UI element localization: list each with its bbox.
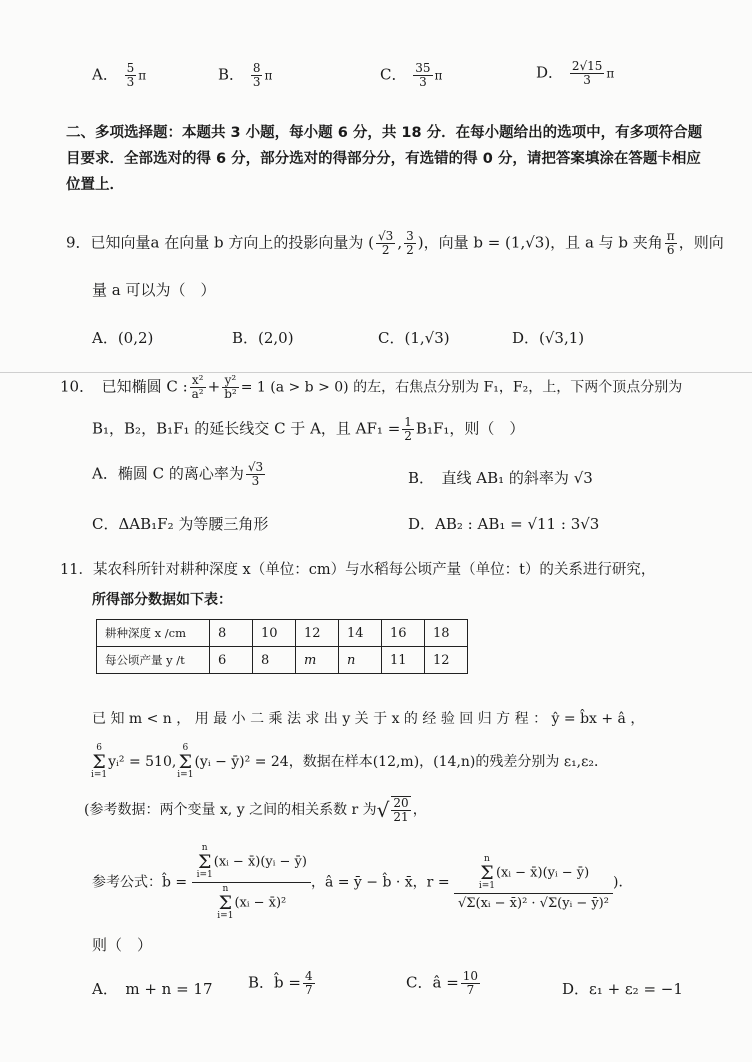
q8-b-den: 3 xyxy=(252,75,261,89)
sum-1-top: 6 xyxy=(96,743,102,753)
q10-option-a-text: A．椭圆 C 的离心率为 xyxy=(92,464,244,483)
q10-frac-half xyxy=(402,416,414,443)
q10-option-b: B． 直线 AB₁ 的斜率为 √3 xyxy=(408,469,593,487)
q8-c-pi: π xyxy=(434,68,443,83)
q11-r-num-text: (xᵢ − x̄)(yᵢ − ȳ) xyxy=(495,865,590,880)
table-cell: 16 xyxy=(382,620,425,647)
q8-c-den: 3 xyxy=(419,75,427,89)
q9-f3-den: 6 xyxy=(666,243,675,257)
q11-option-b-text: B．b̂ = xyxy=(248,973,301,992)
q11-then: 则（ ） xyxy=(92,936,153,954)
table-cell: 12 xyxy=(425,647,468,674)
q11-option-b-fraction xyxy=(303,970,315,997)
sum-symbol-1: 6 Σ i=1 xyxy=(91,743,108,780)
q8-option-a xyxy=(92,62,146,89)
q11-stem: 11．某农科所针对耕种深度 x（单位：cm）与水稻每公顷产量（单位：t）的关系进行研究， xyxy=(60,562,656,578)
table-cell: m xyxy=(296,647,339,674)
q10-stem-b: = 1 (a > b > 0) 的左，右焦点分别为 F₁，F₂，上，下两个顶点分别为 xyxy=(240,379,683,396)
q11-option-d: D．ε₁ + ε₂ = −1 xyxy=(562,980,683,998)
q11-b-denominator xyxy=(192,883,311,923)
q10-fy-den: b² xyxy=(224,387,237,401)
q11-line-4b: (yᵢ − ȳ)² = 24，数据在样本(12,m)，(14,n)的残差分别为 ε₁,ε₂． xyxy=(194,754,608,770)
q10-option-d: D．AB₂ : AB₁ = √11 : 3√3 xyxy=(408,515,600,533)
table-cell: n xyxy=(339,647,382,674)
q9-stem xyxy=(66,230,724,257)
q11-b-opt-num: 4 xyxy=(304,969,313,983)
sum-3-top: n xyxy=(201,843,208,853)
q11-line-3: 已 知 m < n ， 用 最 小 二 乘 法 求 出 y 关 于 x 的 经 验 回 归 方 程 ： ŷ = b̂x + â ， xyxy=(92,711,645,727)
q10-stem xyxy=(60,374,682,401)
q8-option-a-label: A． xyxy=(92,65,118,84)
sum-2-top: 6 xyxy=(182,743,189,753)
table-row-header-yield: 每公顷产量 y /t xyxy=(97,647,210,674)
q9-f1-num: √3 xyxy=(378,229,394,243)
q8-option-d-label: D． xyxy=(536,63,564,82)
q10-option-a-fraction xyxy=(246,461,265,488)
q10-plus: + xyxy=(207,377,221,396)
q9-option-b: B．(2,0) xyxy=(232,329,294,347)
q10-fh-num: 1 xyxy=(404,415,412,429)
q11-option-c-text: C．â = xyxy=(406,973,459,992)
q11-b-numerator xyxy=(192,842,311,883)
q9-stem-b: a 在向量 b 方向上的投影向量为 ( xyxy=(150,233,375,252)
q11-r-fraction xyxy=(391,796,410,824)
q9-comma: , xyxy=(397,233,403,252)
q10-fy-num: y² xyxy=(222,374,239,388)
q8-a-den: 3 xyxy=(126,75,135,89)
table-cell: 8 xyxy=(253,647,296,674)
q8-option-c-fraction xyxy=(413,62,432,89)
q11-option-c xyxy=(406,970,482,997)
table-cell: 6 xyxy=(210,647,253,674)
q9-f2-den: 2 xyxy=(406,243,414,257)
sum-symbol-4: n Σ i=1 xyxy=(217,884,234,921)
q11-formula xyxy=(92,842,632,923)
q9-option-a: A．(0,2) xyxy=(92,329,154,347)
q11-a-formula: ，â = ȳ − b̂ · x̄，r = xyxy=(310,874,450,891)
q11-c-opt-num: 10 xyxy=(462,969,479,983)
q10-line-2a: B₁，B₂，B₁F₁ 的延长线交 C 于 A，且 AF₁ = xyxy=(92,419,401,438)
q11-b-num-text: (xᵢ − x̄)(yᵢ − ȳ) xyxy=(213,854,307,870)
q9-option-d: D．(√3,1) xyxy=(512,329,585,347)
q11-option-b xyxy=(248,970,317,997)
q11-line-5: (参考数据：两个变量 x, y 之间的相关系数 r 为√ $\frac{20}{21}$ ， xyxy=(84,796,427,824)
table-cell: 14 xyxy=(339,620,382,647)
sum-1-bot: i=1 xyxy=(91,770,108,780)
q8-option-d xyxy=(536,60,614,87)
q10-stem-a: 10． 已知椭圆 C : xyxy=(60,377,188,396)
q9-f3-num: π xyxy=(666,229,675,243)
q11-r-num: 20 xyxy=(393,796,409,810)
sum-5-top: n xyxy=(484,853,490,864)
q8-option-c-label: C． xyxy=(380,65,407,84)
q8-option-c xyxy=(380,62,442,89)
q11-option-c-fraction xyxy=(461,970,480,997)
q9-frac-3 xyxy=(665,230,677,257)
q9-option-c: C．(1,√3) xyxy=(378,329,450,347)
q11-line-2: 所得部分数据如下表： xyxy=(92,592,232,608)
q8-option-b-fraction xyxy=(251,62,263,89)
q10-fx-den: a² xyxy=(191,387,204,401)
q8-a-pi: π xyxy=(138,68,147,83)
q11-r-numerator xyxy=(454,853,613,894)
q10-frac-x xyxy=(190,374,206,401)
table-row-header-depth: 耕种深度 x /cm xyxy=(97,620,210,647)
q10-option-c: C．ΔAB₁F₂ 为等腰三角形 xyxy=(92,515,269,533)
sum-symbol-5: n Σ i=1 xyxy=(478,853,495,891)
q8-b-num: 8 xyxy=(252,61,261,75)
q8-d-num: 2√15 xyxy=(571,59,603,73)
sum-symbol-2: 6 Σ i=1 xyxy=(177,743,194,780)
q9-frac-1 xyxy=(376,230,395,257)
q10-line-2 xyxy=(92,416,524,443)
sum-5-bot: i=1 xyxy=(478,880,495,891)
section-2-instructions: 二、多项选择题：本题共 3 小题，每小题 6 分，共 18 分．在每小题给出的选项中，有多项符合题目要求．全部选对的得 6 分，部分选对的得部分分，有选错的得 0 分，请把答案填涂在答题卡相应位置上． xyxy=(66,125,703,193)
q8-d-den: 3 xyxy=(583,73,591,87)
sum-4-bot: i=1 xyxy=(217,911,234,921)
q11-c-opt-den: 7 xyxy=(466,983,475,997)
q8-option-a-fraction xyxy=(125,62,137,89)
q8-option-b xyxy=(218,62,272,89)
q8-option-d-fraction xyxy=(570,60,605,87)
q11-b-opt-den: 7 xyxy=(304,983,313,997)
q11-r-denominator: √Σ(xᵢ − x̄)² · √Σ(yᵢ − ȳ)² xyxy=(458,895,609,911)
q11-option-a: A． m + n = 17 xyxy=(92,980,213,998)
q11-b-den-text: (xᵢ − x̄)² xyxy=(234,895,287,911)
q10-frac-y xyxy=(222,374,239,401)
q11-line-5a: (参考数据：两个变量 x, y 之间的相关系数 r 为 xyxy=(84,802,377,818)
table-cell: 11 xyxy=(382,647,425,674)
table-cell: 10 xyxy=(253,620,296,647)
q8-d-pi: π xyxy=(606,66,615,81)
table-row xyxy=(97,620,468,647)
q10-option-a xyxy=(92,461,267,488)
q11-line-4 xyxy=(90,744,608,780)
q10-a-den: 3 xyxy=(251,474,260,488)
sum-2-bot: i=1 xyxy=(177,770,194,780)
q9-stem-c: )，向量 b = (1,√3)，且 a 与 b 夹角 xyxy=(417,233,663,252)
scan-artifact-line xyxy=(0,372,752,373)
q11-b-fraction xyxy=(192,842,311,923)
q10-fh-den: 2 xyxy=(404,429,412,443)
q11-line-4a: yᵢ² = 510, xyxy=(108,754,177,770)
q8-c-num: 35 xyxy=(415,61,431,75)
q9-f1-den: 2 xyxy=(381,243,390,257)
q8-a-num: 5 xyxy=(126,61,135,75)
q11-r-formula-fraction xyxy=(454,853,613,913)
q11-line-5b: ， xyxy=(412,802,427,818)
sum-3-bot: i=1 xyxy=(196,870,213,880)
sum-4-top: n xyxy=(222,884,229,894)
q9-line-2: 量 a 可以为（ ） xyxy=(92,281,216,299)
q10-line-2b: B₁F₁，则（ ） xyxy=(415,419,525,438)
q11-formula-label: 参考公式：b̂ = xyxy=(92,874,188,891)
q10-a-num: √3 xyxy=(247,460,264,474)
q8-b-pi: π xyxy=(264,68,273,83)
q9-frac-2 xyxy=(404,230,416,257)
q11-r-den: 21 xyxy=(393,810,409,824)
q11-data-table xyxy=(96,619,468,674)
table-cell: 18 xyxy=(425,620,468,647)
q9-f2-num: 3 xyxy=(406,229,414,243)
q10-fx-num: x² xyxy=(190,374,206,388)
sum-symbol-3: n Σ i=1 xyxy=(196,843,213,880)
table-cell: 12 xyxy=(296,620,339,647)
q9-stem-a: 9．已知向量 xyxy=(66,233,151,252)
q9-stem-d: ，则向 xyxy=(678,233,724,252)
q8-option-b-label: B． xyxy=(218,65,245,84)
q11-formula-close: )． xyxy=(612,874,633,891)
table-cell: 8 xyxy=(210,620,253,647)
table-row xyxy=(97,647,468,674)
